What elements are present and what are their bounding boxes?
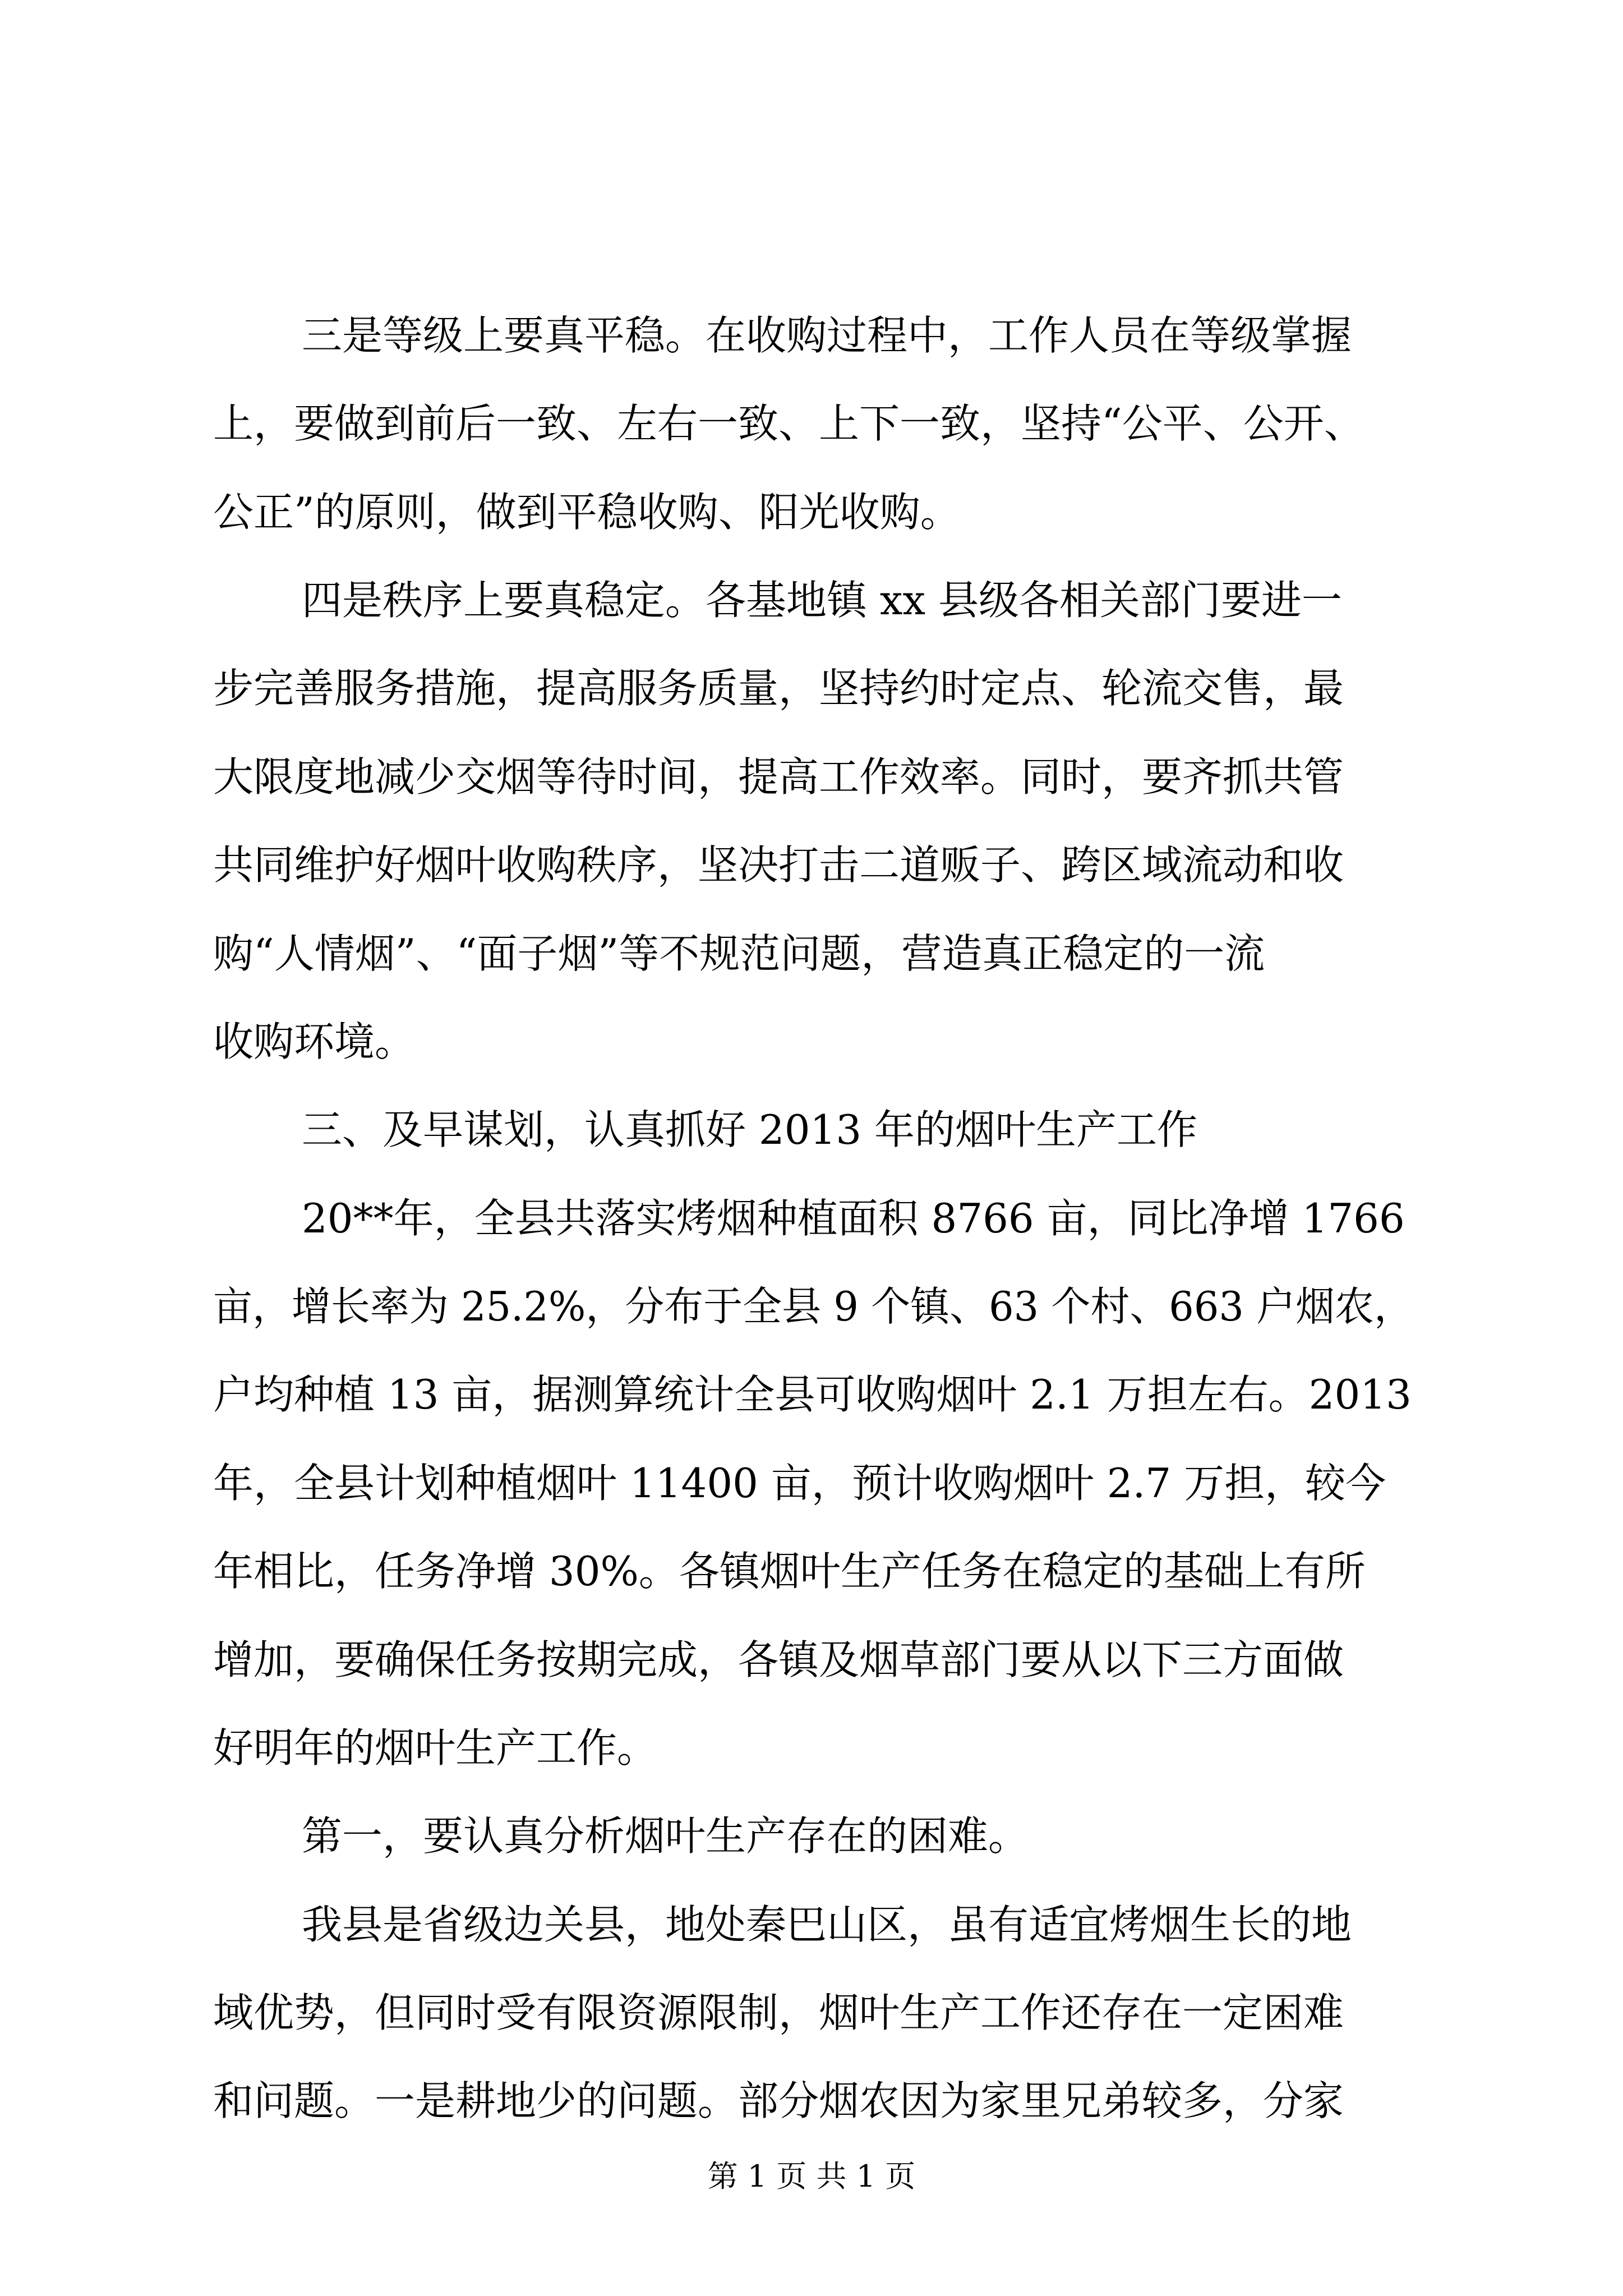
text-line: 共同维护好烟叶收购秩序，坚决打击二道贩子、跨区域流动和收 — [213, 841, 1344, 889]
text-line: 亩，增长率为 25.2%，分布于全县 9 个镇、63 个村、663 户烟农， — [213, 1283, 1413, 1330]
text-line: 年相比，任务净增 30%。各镇烟叶生产任务在稳定的基础上有所 — [213, 1548, 1366, 1595]
text-line: 四是秩序上要真稳定。各基地镇 xx 县级各相关部门要进一 — [302, 577, 1342, 624]
page-number-footer: 第 1 页 共 1 页 — [707, 2159, 916, 2194]
text-line: 公正”的原则，做到平稳收购、阳光收购。 — [213, 489, 961, 536]
text-line: 大限度地减少交烟等待时间，提高工作效率。同时，要齐抓共管 — [213, 753, 1344, 800]
text-line: 域优势，但同时受有限资源限制，烟叶生产工作还存在一定困难 — [213, 1989, 1344, 2036]
text-line: 购“人情烟”、“面子烟”等不规范问题，营造真正稳定的一流 — [213, 930, 1265, 977]
text-line: 年，全县计划种植烟叶 11400 亩，预计收购烟叶 2.7 万担，较今 — [213, 1460, 1386, 1507]
text-line: 我县是省级边关县，地处秦巴山区，虽有适宜烤烟生长的地 — [302, 1901, 1352, 1948]
text-line: 好明年的烟叶生产工作。 — [213, 1724, 658, 1772]
text-line: 增加，要确保任务按期完成，各镇及烟草部门要从以下三方面做 — [213, 1636, 1344, 1683]
text-line: 户均种植 13 亩，据测算统计全县可收购烟叶 2.1 万担左右。2013 — [213, 1371, 1412, 1418]
text-line: 20**年，全县共落实烤烟种植面积 8766 亩，同比净增 1766 — [302, 1195, 1405, 1242]
text-line: 上，要做到前后一致、左右一致、上下一致，坚持“公平、公开、 — [213, 400, 1364, 447]
text-line: 三是等级上要真平稳。在收购过程中，工作人员在等级掌握 — [302, 312, 1352, 359]
text-line: 和问题。一是耕地少的问题。部分烟农因为家里兄弟较多，分家 — [213, 2077, 1344, 2124]
section-heading: 三、及早谋划，认真抓好 2013 年的烟叶生产工作 — [302, 1106, 1198, 1153]
text-line: 第一，要认真分析烟叶生产存在的困难。 — [302, 1812, 1029, 1860]
text-line: 步完善服务措施，提高服务质量，坚持约时定点、轮流交售，最 — [213, 665, 1344, 712]
text-line: 收购环境。 — [213, 1018, 416, 1065]
